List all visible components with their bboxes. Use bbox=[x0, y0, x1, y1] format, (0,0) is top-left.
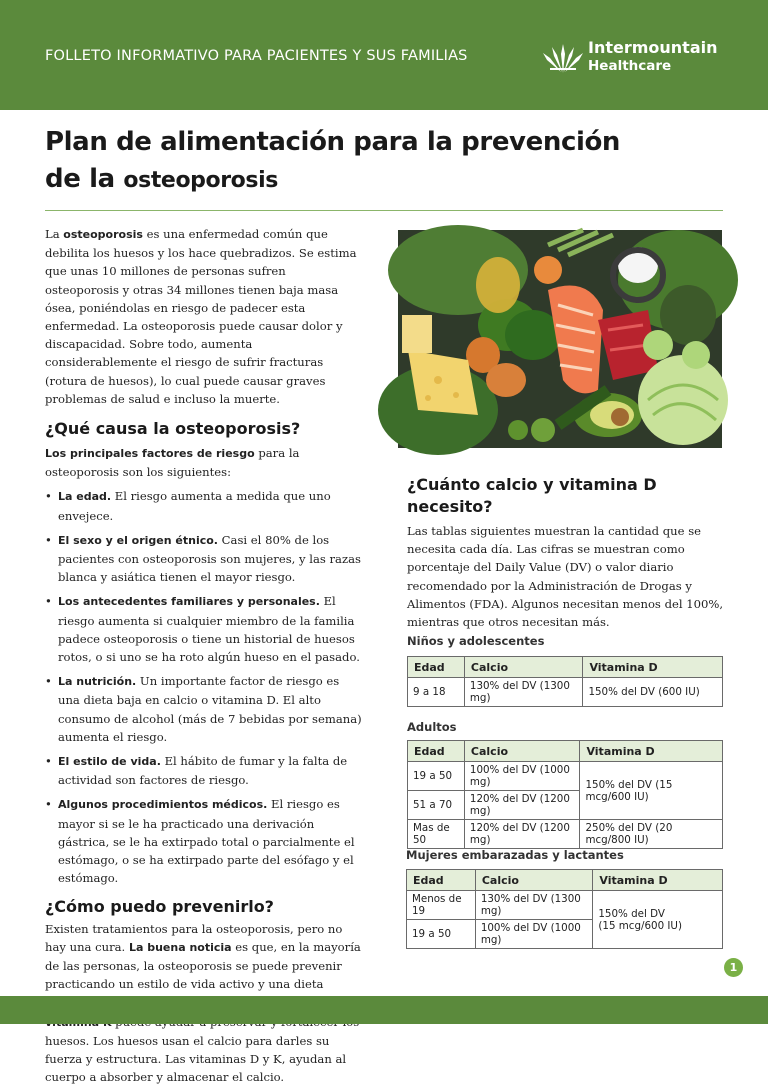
prevent-text-2: es que, en la mayoría de las personas, la osteoporosis se puede prevenir practicando un estilo de vida activo y una dieta bbox=[45, 940, 361, 1010]
risk-bold: La nutrición. bbox=[58, 675, 136, 688]
header-age: Edad bbox=[407, 870, 476, 891]
header-age: Edad bbox=[408, 741, 465, 762]
cell-calcium: 130% del DV (1300 mg) bbox=[475, 891, 593, 920]
prevent-bold-1: La buena noticia bbox=[129, 941, 232, 954]
intro-pre: La bbox=[45, 227, 63, 241]
adults-table bbox=[407, 740, 723, 849]
header-calcium: Calcio bbox=[464, 741, 580, 762]
header-age: Edad bbox=[408, 657, 465, 678]
list-item bbox=[45, 531, 363, 587]
adults-table-label: Adultos bbox=[407, 720, 457, 734]
title-prefix: de la bbox=[45, 164, 123, 194]
cell-age: 51 a 70 bbox=[408, 791, 465, 820]
footer-bar bbox=[0, 996, 768, 1024]
risk-bold: La edad. bbox=[58, 490, 111, 503]
cell-vitd-merged: 150% del DV (15 mcg/600 IU) bbox=[580, 762, 723, 820]
cell-calcium: 120% del DV (1200 mg) bbox=[464, 820, 580, 849]
table-row bbox=[408, 820, 723, 849]
cell-vitd: 150% del DV (600 IU) bbox=[583, 678, 723, 707]
cell-calcium: 100% del DV (1000 mg) bbox=[464, 762, 580, 791]
title-term: osteoporosis bbox=[123, 168, 278, 193]
list-item bbox=[45, 672, 363, 746]
logo-name: Intermountain bbox=[588, 38, 718, 57]
logo-mark-icon bbox=[542, 40, 584, 74]
prevent-heading: ¿Cómo puedo prevenirlo? bbox=[45, 896, 363, 918]
page-title bbox=[45, 124, 685, 199]
risk-factors-list bbox=[45, 487, 363, 887]
calcium-paragraph: Las tablas siguientes muestran la cantidad que se necesita cada día. Las cifras se muestran como porcentaje del Daily Value (DV) o valor diario recomendado por la Administración de Drogas y Alimentos (FDA). Algunos necesitan menos del 100%, mientras que otros necesitan más. bbox=[407, 522, 725, 631]
table-header-row bbox=[407, 870, 723, 891]
kids-table bbox=[407, 656, 723, 707]
vitd-line-2: (15 mcg/600 IU) bbox=[598, 920, 717, 932]
risk-text: El riesgo aumenta a medida que uno envejece. bbox=[58, 489, 331, 522]
list-item bbox=[45, 487, 363, 524]
cell-calcium: 100% del DV (1000 mg) bbox=[475, 920, 593, 949]
prevent-text-1: Existen tratamientos para la osteoporosis, pero no hay una cura. bbox=[45, 922, 342, 954]
page-number-badge: 1 bbox=[724, 958, 743, 977]
left-column bbox=[45, 225, 363, 1086]
risk-bold: Algunos procedimientos médicos. bbox=[58, 798, 267, 811]
cell-vitd: 250% del DV (20 mcg/800 IU) bbox=[580, 820, 723, 849]
causes-lead-bold: Los principales factores de riesgo bbox=[45, 447, 255, 460]
causes-heading: ¿Qué causa la osteoporosis? bbox=[45, 418, 363, 440]
title-line-1: Plan de alimentación para la prevención bbox=[45, 124, 685, 161]
table-row bbox=[408, 678, 723, 707]
calcium-heading: ¿Cuánto calcio y vitamina D necesito? bbox=[407, 474, 725, 518]
risk-bold: El estilo de vida. bbox=[58, 755, 161, 768]
table-header-row bbox=[408, 741, 723, 762]
header-calcium: Calcio bbox=[464, 657, 583, 678]
header-vitd: Vitamina D bbox=[593, 870, 723, 891]
risk-text: El riesgo aumenta si cualquier miembro de la familia padece osteoporosis o tiene un historial de huesos rotos, o si uno se ha roto algún hueso en el pasado. bbox=[58, 594, 360, 664]
intro-paragraph bbox=[45, 225, 363, 408]
header-vitd: Vitamina D bbox=[580, 741, 723, 762]
cell-age: 19 a 50 bbox=[407, 920, 476, 949]
cell-calcium: 130% del DV (1300 mg) bbox=[464, 678, 583, 707]
cell-age: Mas de 50 bbox=[408, 820, 465, 849]
cell-age: Menos de 19 bbox=[407, 891, 476, 920]
causes-lead bbox=[45, 444, 363, 481]
title-divider bbox=[45, 210, 723, 211]
risk-text: Casi el 80% de los pacientes con osteoporosis son mujeres, y las razas blanca y asiática tienen el mayor riesgo. bbox=[58, 533, 361, 584]
causes-lead-text: para la osteoporosis son los siguientes: bbox=[45, 446, 299, 479]
pregnant-table-label: Mujeres embarazadas y lactantes bbox=[406, 848, 624, 862]
vitd-line-1: 150% del DV bbox=[598, 908, 717, 920]
risk-text: El hábito de fumar y la falta de actividad son factores de riesgo. bbox=[58, 754, 347, 787]
healthy-food-photo bbox=[398, 230, 722, 448]
prevent-text-4: huesos. Los huesos usan el calcio para darles su fuerza y estructura. Las vitaminas D y K, ayudan al cuerpo a absorber y almacenar el calcio. bbox=[45, 1015, 359, 1085]
cell-age: 19 a 50 bbox=[408, 762, 465, 791]
intro-text: es una enfermedad común que debilita los huesos y los hace quebradizos. Se estima que unas 10 millones de personas sufren osteoporosis y otras 34 millones tienen baja masa ósea, poniéndolas en riesgo de padecer esta enfermedad. La osteoporosis puede causar dolor y discapacidad. Sobre todo, aumenta considerablemente el riesgo de sufrir fracturas (rotura de huesos), lo cual puede causar graves problemas de salud e incluso la muerte. bbox=[45, 227, 356, 406]
risk-text: El riesgo es mayor si se le ha practicado una derivación gástrica, se le ha extirpado total o parcialmente el estómago, o se ha extirpado parte del esófago y el estómago. bbox=[58, 797, 355, 885]
header-vitd: Vitamina D bbox=[583, 657, 723, 678]
list-item bbox=[45, 795, 363, 887]
table-header-row bbox=[408, 657, 723, 678]
intermountain-logo bbox=[542, 38, 732, 78]
risk-bold: El sexo y el origen étnico. bbox=[58, 534, 218, 547]
header-bar bbox=[0, 0, 768, 110]
list-item bbox=[45, 752, 363, 789]
table-row bbox=[407, 891, 723, 920]
list-item bbox=[45, 592, 363, 666]
logo-subname: Healthcare bbox=[588, 58, 671, 74]
cell-vitd-merged bbox=[593, 891, 723, 949]
cell-calcium: 120% del DV (1200 mg) bbox=[464, 791, 580, 820]
right-column bbox=[407, 474, 725, 631]
header-calcium: Calcio bbox=[475, 870, 593, 891]
table-row bbox=[408, 762, 723, 791]
pregnant-table bbox=[406, 869, 723, 949]
risk-text: Un importante factor de riesgo es una dieta baja en calcio o vitamina D. El alto consumo de alcohol (más de 7 bebidas por semana) aumenta el riesgo. bbox=[58, 674, 362, 744]
kids-table-label: Niños y adolescentes bbox=[407, 634, 544, 648]
cell-age: 9 a 18 bbox=[408, 678, 465, 707]
brochure-tagline: FOLLETO INFORMATIVO PARA PACIENTES Y SUS FAMILIAS bbox=[45, 48, 468, 64]
title-line-2 bbox=[45, 161, 685, 199]
intro-term: osteoporosis bbox=[63, 228, 143, 241]
risk-bold: Los antecedentes familiares y personales. bbox=[58, 595, 320, 608]
